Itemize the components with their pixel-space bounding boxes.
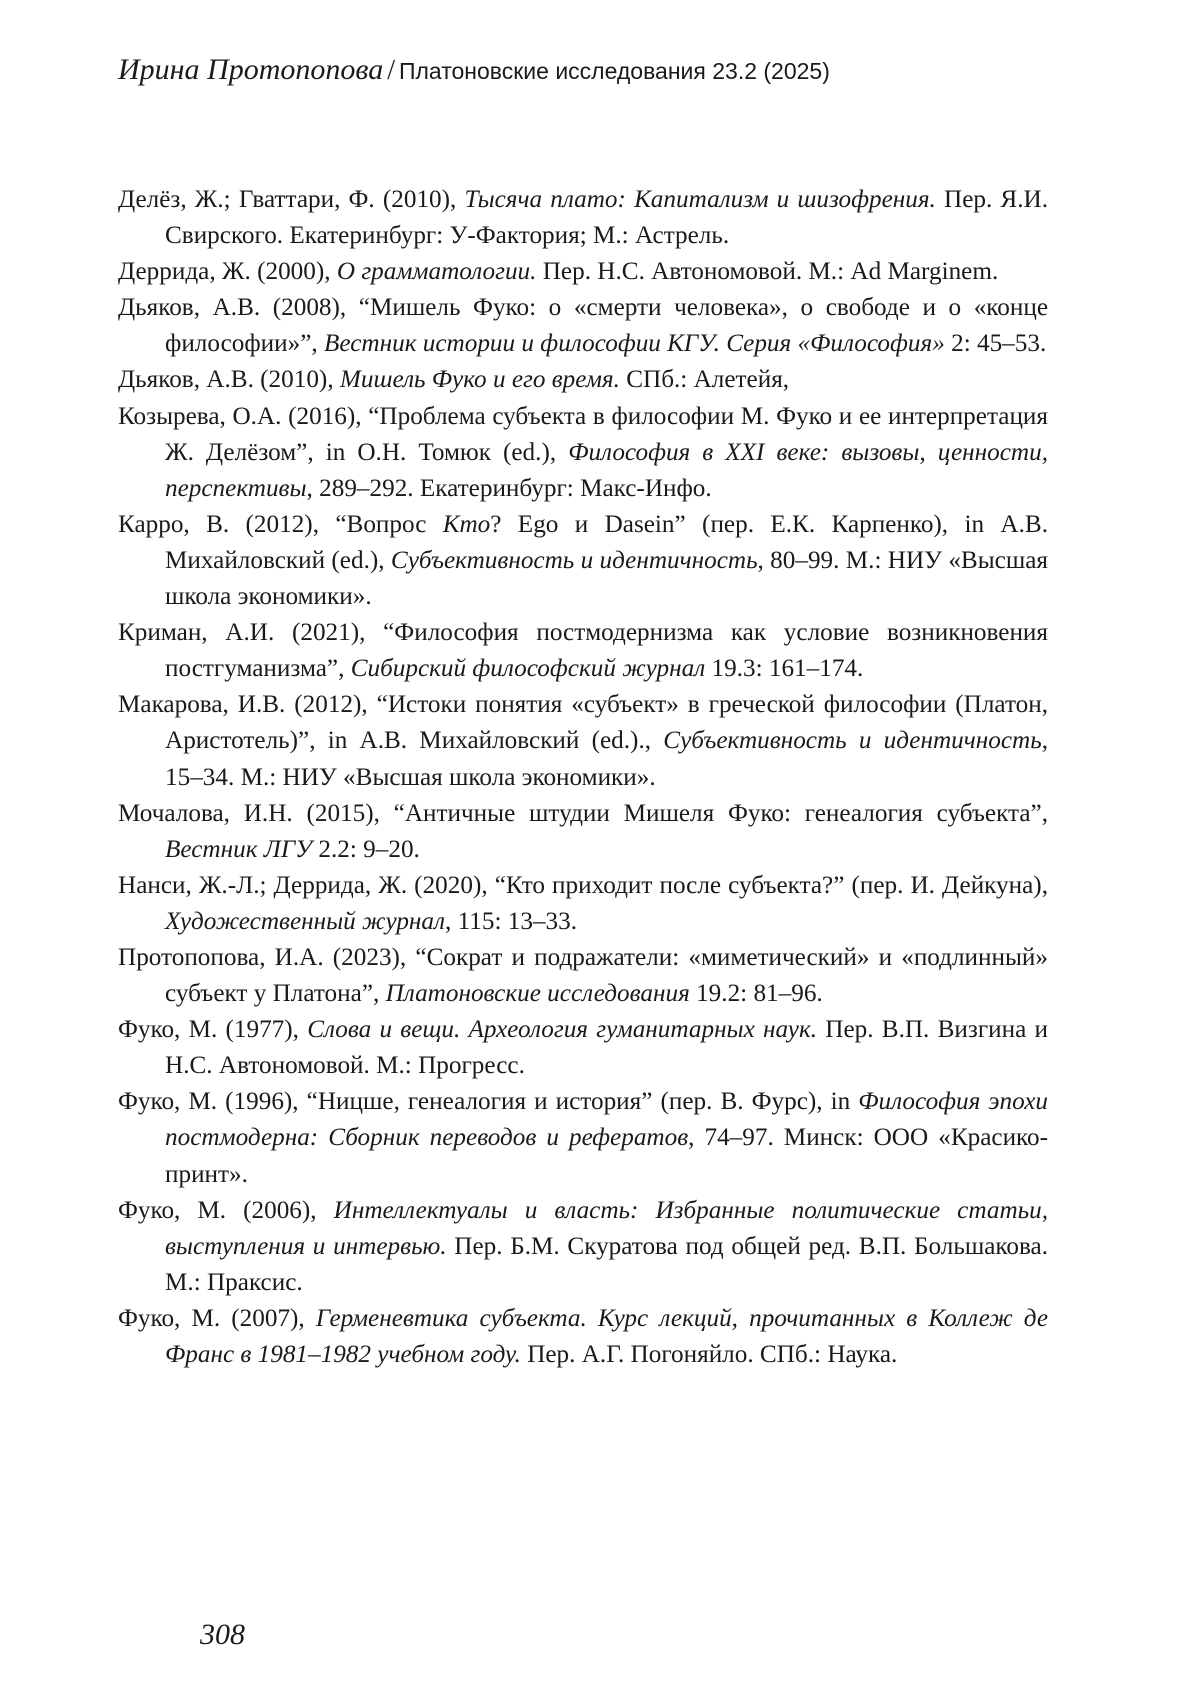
reference-text: Пер. Н.С. Автономовой. М.: Ad Marginem. [536, 258, 999, 286]
reference-title: Кто [442, 510, 491, 538]
reference-item [118, 796, 1048, 868]
reference-title: Вестник ЛГУ [165, 835, 313, 863]
reference-text: Протопопова, И.А. (2023), “Сократ и подражатели: «миметический» и «подлинный» субъект у Платона”, [118, 943, 1048, 1008]
reference-title: Мишель Фуко и его время. [339, 366, 620, 394]
reference-text: Деррида, Ж. (2000), [118, 258, 337, 286]
running-head-author: Ирина Протопопова [118, 53, 384, 86]
reference-text: 2: 45–53. [944, 330, 1047, 358]
reference-text: , 289–292. Екатеринбург: Макс-Инфо. [306, 474, 712, 502]
reference-text: Фуко, М. (1977), [118, 1016, 308, 1044]
reference-title: Вестник истории и философии КГУ. Серия «Философия» [324, 330, 945, 358]
reference-item [118, 687, 1048, 795]
reference-text: Криман, А.И. (2021), “Философия постмодернизма как условие возникновения постгуманизма”, [118, 619, 1048, 683]
reference-text: , 115: 13–33. [445, 907, 578, 935]
reference-list [118, 182, 1048, 1373]
reference-item [118, 362, 1048, 398]
reference-title: Тысяча плато: Капитализм и шизофрения. [464, 186, 936, 213]
reference-title: О грамматологии. [336, 258, 537, 286]
reference-text: Делёз, Ж.; Гваттари, Ф. (2010), [118, 186, 465, 213]
reference-title: Платоновские исследования [385, 980, 690, 1008]
reference-item [118, 182, 1048, 254]
reference-text: Козырева, О.А. (2016), “Проблема субъекта в философии М. Фуко и ее интерпретация Ж. Делёзом”, in О.Н. Томюк (ed.), [118, 402, 1048, 466]
reference-item [118, 290, 1048, 362]
reference-text: СПб.: Алетейя, [619, 366, 790, 394]
reference-text: Пер. Б.М. Скуратова под общей ред. В.П. Большакова. М.: Праксис. [165, 1232, 1048, 1296]
reference-title: Философия в XXI веке: вызовы, ценности, перспективы [165, 438, 1049, 502]
running-head [118, 50, 830, 95]
reference-item [118, 868, 1048, 940]
reference-text: 19.2: 81–96. [689, 980, 823, 1008]
reference-item [118, 1084, 1048, 1192]
reference-text: ? Ego и Dasein” (пер. Е.К. Карпенко), in А.В. Михайловский (ed.), [165, 510, 1048, 574]
reference-text: Дьяков, А.В. (2010), [118, 366, 340, 394]
reference-item [118, 1012, 1048, 1084]
reference-title: Сибирский философский журнал [350, 655, 706, 683]
page-number: 308 [200, 1618, 245, 1651]
reference-title: Субъективность и идентичность [663, 727, 1042, 755]
reference-text: Фуко, М. (1996), “Ницше, генеалогия и история” (пер. В. Фурс), in [118, 1088, 859, 1116]
reference-title: Художественный журнал [165, 907, 446, 935]
reference-item [118, 507, 1048, 615]
reference-text: Мочалова, И.Н. (2015), “Античные штудии Мишеля Фуко: генеалогия субъекта”, [118, 799, 1048, 827]
reference-item [118, 254, 1048, 290]
reference-text: Макарова, И.В. (2012), “Истоки понятия «субъект» в греческой философии (Платон, Аристотель)”, in А.В. Михайловский (ed.)., [118, 691, 1048, 755]
running-head-journal: Платоновские исследования 23.2 (2025) [398, 58, 830, 84]
reference-text: , 80–99. М.: НИУ «Высшая школа экономики». [165, 546, 1048, 611]
reference-item [118, 1193, 1048, 1301]
reference-title: Субъективность и идентичность [390, 546, 758, 574]
reference-text: Пер. Я.И. Свирского. Екатеринбург: У-Фактория; М.: Астрель. [165, 186, 1048, 250]
reference-item [118, 1301, 1048, 1373]
reference-text: Нанси, Ж.-Л.; Деррида, Ж. (2020), “Кто приходит после субъекта?” (пер. И. Дейкуна), [118, 871, 1048, 899]
reference-title: Интеллектуалы и власть: Избранные политические статьи, выступления и интервью. [165, 1196, 1048, 1260]
reference-text: 19.3: 161–174. [705, 655, 864, 683]
reference-text: Карро, В. (2012), “Вопрос [118, 510, 443, 538]
reference-title: Слова и вещи. Археология гуманитарных наук. [307, 1016, 818, 1044]
reference-title: Философия эпохи постмодерна: Сборник переводов и рефератов [165, 1088, 1048, 1152]
reference-text: , 15–34. М.: НИУ «Высшая школа экономики». [165, 727, 1048, 791]
reference-text: 2.2: 9–20. [312, 835, 420, 863]
reference-text: Пер. В.П. Визгина и Н.С. Автономовой. М.: Прогресс. [165, 1016, 1048, 1080]
reference-text: , 74–97. Минск: ООО «Красико-принт». [165, 1124, 1048, 1188]
reference-item [118, 940, 1048, 1012]
reference-text: Дьяков, А.В. (2008), “Мишель Фуко: о «смерти человека», о свободе и о «конце философии»”, [118, 294, 1048, 358]
reference-text: Фуко, М. (2007), [118, 1304, 316, 1332]
reference-title: Герменевтика субъекта. Курс лекций, прочитанных в Коллеж де Франс в 1981–1982 учебном году. [165, 1304, 1049, 1368]
running-head-separator: / [387, 55, 395, 86]
reference-text: Фуко, М. (2006), [118, 1196, 334, 1224]
reference-item [118, 399, 1048, 507]
reference-item [118, 615, 1048, 687]
reference-text: Пер. А.Г. Погоняйло. СПб.: Наука. [520, 1341, 898, 1368]
